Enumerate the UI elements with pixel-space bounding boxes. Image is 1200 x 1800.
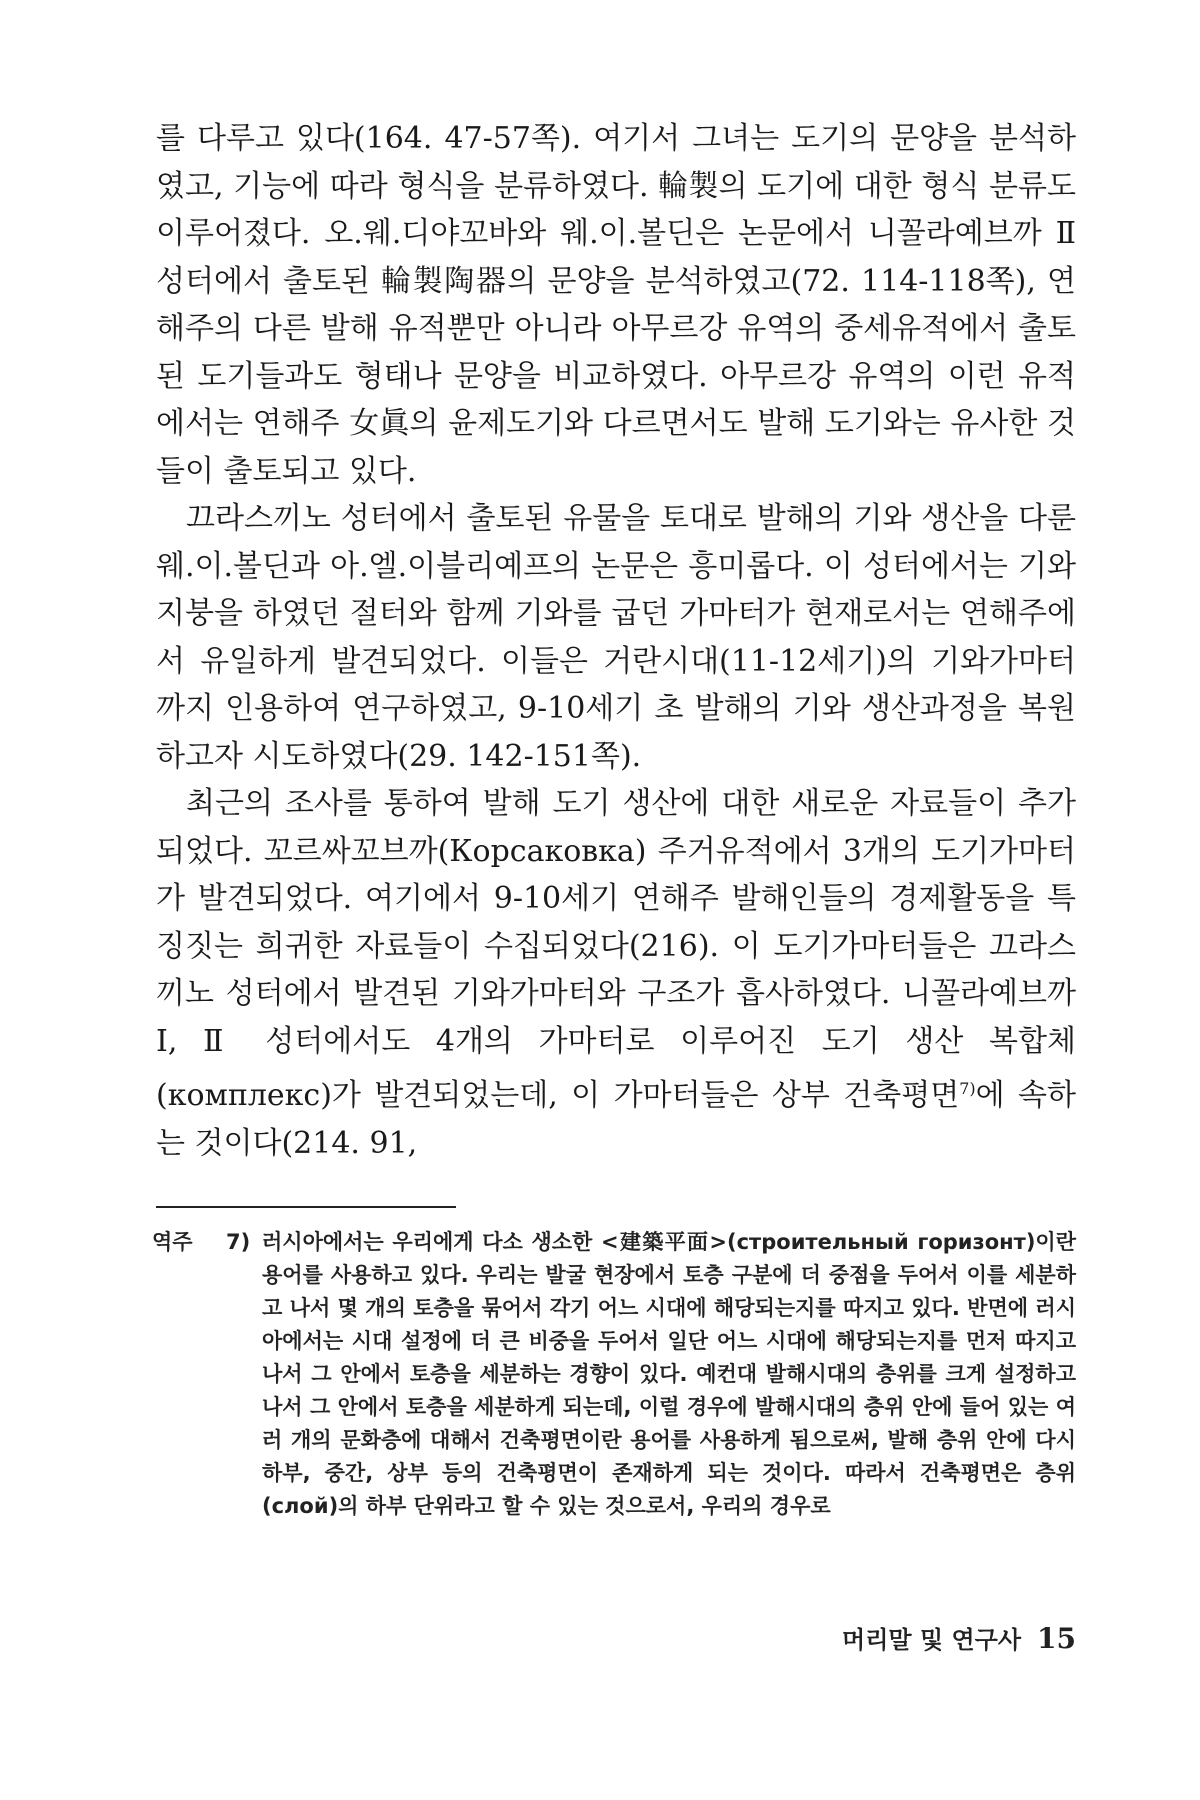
- footnote-label: 역주: [152, 1230, 193, 1254]
- paragraph-1: 를 다루고 있다(164. 47-57쪽). 여기서 그녀는 도기의 문양을 분석하였고, 기능에 따라 형식을 분류하였다. 輪製의 도기에 대한 형식 분류도 이루어졌다. 오.웨.디야꼬바와 웨.이.볼딘은 논문에서 니꼴라예브까 Ⅱ 성터에서 출토된 輪製陶器의 문양을 분석하였고(72. 114-118쪽), 연해주의 다른 발해 유적뿐만 아니라 아무르강 유역의 중세유적에서 출토된 도기들과도 형태나 문양을 비교하였다. 아무르강 유역의 이런 유적에서는 연해주 女眞의 윤제도기와 다르면서도 발해 도기와는 유사한 것들이 출토되고 있다.: [156, 121, 1076, 489]
- body-text: [156, 115, 1076, 1167]
- running-footer-title: 머리말 및 연구사: [842, 1626, 1022, 1654]
- paragraph-3: [156, 780, 1076, 1167]
- footnote-divider: [156, 1206, 456, 1208]
- footnote-text: 러시아에서는 우리에게 다소 생소한 <建築平面>(строительный горизонт)이란 용어를 사용하고 있다. 우리는 발굴 현장에서 토층 구분에 더 중점을 두어서 이를 세분하고 나서 몇 개의 토층을 묶어서 각기 어느 시대에 해당되는지를 따지고 있다. 반면에 러시아에서는 시대 설정에 더 큰 비중을 두어서 일단 어느 시대에 해당되는지를 먼저 따지고 나서 그 안에서 토층을 세분하는 경향이 있다. 예컨대 발해시대의 층위를 크게 설정하고 나서 그 안에서 토층을 세분하게 되는데, 이럴 경우에 발해시대의 층위 안에 들어 있는 여러 개의 문화층에 대해서 건축평면이란 용어를 사용하게 됨으로써, 발해 층위 안에 다시 하부, 중간, 상부 등의 건축평면이 존재하게 되는 것이다. 따라서 건축평면은 층위(слой)의 하부 단위라고 할 수 있는 것으로서, 우리의 경우로: [262, 1230, 1076, 1518]
- paragraph-2: 끄라스끼노 성터에서 출토된 유물을 토대로 발해의 기와 생산을 다룬 웨.이.볼딘과 아.엘.이블리예프의 논문은 흥미롭다. 이 성터에서는 기와 지붕을 하였던 절터와 함께 기와를 굽던 가마터가 현재로서는 연해주에서 유일하게 발견되었다. 이들은 거란시대(11-12세기)의 기와가마터까지 인용하여 연구하였고, 9-10세기 초 발해의 기와 생산과정을 복원하고자 시도하였다(29. 142-151쪽).: [156, 501, 1076, 774]
- footnote-reference[interactable]: 7): [959, 1079, 976, 1098]
- page-number: 15: [1037, 1622, 1076, 1655]
- paragraph-3-text: 최근의 조사를 통하여 발해 도기 생산에 대한 새로운 자료들이 추가되었다. 꼬르싸꼬브까(Корсаковка) 주거유적에서 3개의 도기가마터가 발견되었다. 여기에서 9-10세기 연해주 발해인들의 경제활동을 특징짓는 희귀한 자료들이 수집되었다(216). 이 도기가마터들은 끄라스끼노 성터에서 발견된 기와가마터와 구조가 흡사하였다. 니꼴라예브까 I, Ⅱ 성터에서도 4개의 가마터로 이루어진 도기 생산 복합체(комплекс)가 발견되었는데, 이 가마터들은 상부 건축평면: [156, 786, 1076, 1113]
- page-footer: [842, 1620, 1076, 1655]
- footnote-number: 7): [226, 1230, 251, 1254]
- paragraph-3-tail: 에 속하는 것이다(214. 91,: [156, 1078, 1076, 1161]
